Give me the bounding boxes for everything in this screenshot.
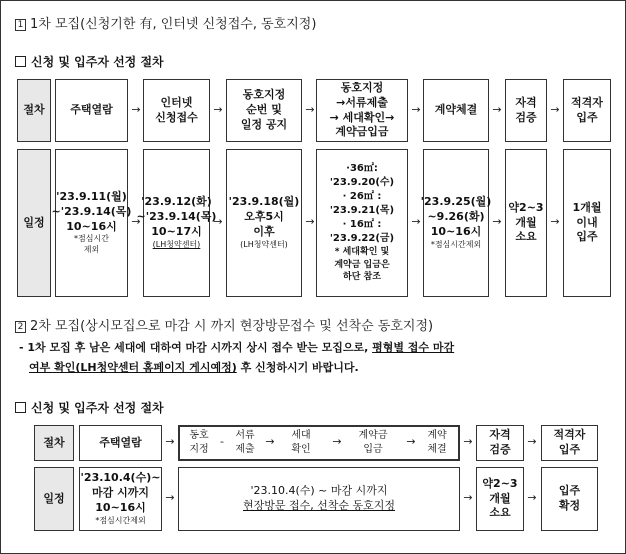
- right-arrow-icon: →: [463, 491, 473, 504]
- sched-house-viewing: '23.9.11(월) ~'23.9.14(목) 10~16시 *점심시간 제외: [55, 149, 128, 297]
- right-arrow-icon: →: [411, 103, 421, 116]
- section2-number: 2: [15, 321, 26, 333]
- right-arrow-icon: →: [131, 103, 141, 116]
- s2-step-move-in: 적격자 입주: [541, 425, 598, 461]
- right-arrow-icon: →: [527, 491, 537, 504]
- section1-subheading: [15, 53, 164, 70]
- right-arrow-icon: →: [213, 103, 223, 116]
- section2-title: 2차 모집(상시모집으로 마감 시 까지 현장방문접수 및 선착순 동호지정): [30, 319, 434, 334]
- s2-row-label-procedure: 절차: [34, 425, 74, 461]
- flow-deposit: 계약금 입금: [358, 430, 388, 455]
- right-arrow-icon: →: [550, 103, 560, 116]
- s2-sched-viewing: '23.10.4(수)~ 마감 시까지 10~16시 *점심시간제외: [79, 467, 162, 531]
- section1-number: 1: [15, 19, 26, 31]
- step-verification: 자격 검증: [505, 79, 547, 142]
- step-unit-assignment-flow: 동호지정 →서류제출 → 세대확인→ 계약금입금: [316, 79, 408, 142]
- right-arrow-icon: →: [406, 435, 416, 448]
- step-contract: 계약체결: [423, 79, 489, 142]
- s2-sched-onsite: '23.10.4(수) ~ 마감 시까지 현장방문 접수, 선착순 동호지정: [178, 467, 460, 531]
- sched-unit-order-notice: '23.9.18(월) 오후5시 이후 (LH청약센터): [226, 149, 302, 297]
- sched-online-application: '23.9.12(화) ~'23.9.14(목) 10~17시 (LH청약센터): [143, 149, 210, 297]
- right-arrow-icon: →: [550, 215, 560, 228]
- right-arrow-icon: →: [265, 435, 275, 448]
- right-arrow-icon: →: [463, 435, 473, 448]
- right-arrow-icon: →: [213, 215, 223, 228]
- right-arrow-icon: →: [305, 215, 315, 228]
- row-label-schedule: 일정: [17, 149, 51, 297]
- flow-contract: 계약 체결: [427, 430, 447, 455]
- step-house-viewing: 주택열람: [55, 79, 128, 142]
- right-arrow-icon: →: [411, 215, 421, 228]
- section2-subheading: [15, 399, 164, 416]
- section1-title: 1차 모집(신청기한 有, 인터넷 신청접수, 동호지정): [30, 17, 317, 32]
- sched-contract: '23.9.25(월) ~9.26(화) 10~16시 *점심시간제외: [423, 149, 489, 297]
- row-label-procedure: 절차: [17, 79, 51, 142]
- right-arrow-icon: →: [165, 435, 175, 448]
- section2-subtitle: 신청 및 입주자 선정 절차: [31, 401, 164, 415]
- sched-move-in: 1개월 이내 입주: [563, 149, 611, 297]
- right-arrow-icon: →: [305, 103, 315, 116]
- right-arrow-icon: →: [165, 491, 175, 504]
- s2-step-verification: 자격 검증: [476, 425, 524, 461]
- step-move-in: 적격자 입주: [563, 79, 611, 142]
- right-arrow-icon: →: [332, 435, 342, 448]
- dash-separator: -: [220, 435, 224, 448]
- right-arrow-icon: →: [527, 435, 537, 448]
- section1-subtitle: 신청 및 입주자 선정 절차: [31, 55, 164, 69]
- sched-verification: 약2~3 개월 소요: [505, 149, 547, 297]
- right-arrow-icon: →: [492, 215, 502, 228]
- flow-unit-assign: 동호 지정: [189, 430, 209, 455]
- flow-docs-submit: 서류 제출: [235, 430, 255, 455]
- s2-row-label-schedule: 일정: [34, 467, 74, 531]
- flow-household-check: 세대 확인: [291, 430, 311, 455]
- section2-body-line2: 여부 확인(LH청약센터 홈페이지 게시예정) 후 신청하시기 바랍니다.: [29, 361, 359, 374]
- square-bullet-icon: [15, 56, 26, 67]
- s2-step-house-viewing: 주택열람: [79, 425, 162, 461]
- square-bullet-icon: [15, 402, 26, 413]
- section2-body-line1: - 1차 모집 후 남은 세대에 대하여 마감 시까지 상시 접수 받는 모집으로, 평형별 접수 마감: [19, 341, 455, 354]
- step-unit-order-notice: 동호지정 순번 및 일정 공지: [226, 79, 302, 142]
- s2-sched-move-in: 입주 확정: [541, 467, 598, 531]
- right-arrow-icon: →: [131, 215, 141, 228]
- s2-sched-verification: 약2~3 개월 소요: [476, 467, 524, 531]
- sched-unit-assignment: ·36㎡: '23.9.20(수) · 26㎡ : '23.9.21(목) · 16㎡ : '23.9.22(금) * 세대확인 및 계약금 입금은 하단 참조: [316, 149, 408, 297]
- section2-heading: [15, 315, 433, 334]
- section1-heading: [15, 13, 316, 32]
- right-arrow-icon: →: [492, 103, 502, 116]
- step-online-application: 인터넷 신청접수: [143, 79, 210, 142]
